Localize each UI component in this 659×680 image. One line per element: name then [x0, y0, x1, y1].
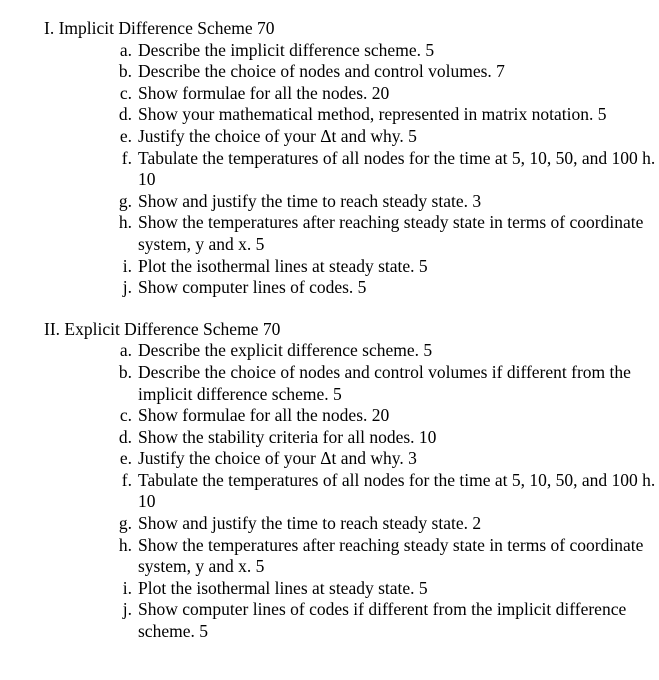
item-text: Describe the choice of nodes and control volumes if different from the implicit difference scheme. 5 [138, 361, 631, 404]
list-item [44, 212, 658, 255]
item-text: Show and justify the time to reach steady state. 3 [138, 190, 482, 211]
list-item [44, 148, 658, 191]
item-text: Show formulae for all the nodes. 20 [138, 405, 390, 426]
item-text: Describe the explicit difference scheme. 5 [138, 340, 433, 361]
item-text: Show the stability criteria for all nodes. 10 [138, 426, 437, 447]
item-marker: g. [118, 513, 132, 534]
item-text: Show your mathematical method, represented in matrix notation. 5 [138, 104, 607, 125]
list-item [44, 405, 658, 427]
list-item [44, 599, 658, 642]
list-item [44, 340, 658, 362]
item-text: Show the temperatures after reaching steady state in terms of coordinate system, y and x. 5 [138, 534, 644, 577]
section-explicit [44, 319, 659, 643]
section-implicit [44, 18, 659, 299]
section-title: II. Explicit Difference Scheme 70 [44, 318, 281, 339]
list-item [44, 535, 658, 578]
item-text: Show computer lines of codes if different from the implicit difference scheme. 5 [138, 599, 627, 642]
item-marker: e. [119, 448, 132, 469]
item-text: Justify the choice of your Δt and why. 5 [138, 125, 417, 146]
item-list [44, 340, 659, 642]
list-item [44, 470, 658, 513]
item-text: Describe the implicit difference scheme. 5 [138, 39, 435, 60]
list-item [44, 61, 658, 83]
item-text: Tabulate the temperatures of all nodes for the time at 5, 10, 50, and 100 h. 10 [138, 147, 656, 190]
item-text: Justify the choice of your Δt and why. 3 [138, 448, 417, 469]
list-item [44, 104, 658, 126]
item-marker: b. [118, 61, 132, 82]
list-item [44, 362, 658, 405]
item-marker: a. [119, 39, 132, 60]
item-list [44, 40, 659, 299]
item-text: Plot the isothermal lines at steady state. 5 [138, 577, 428, 598]
item-marker: j. [122, 277, 132, 298]
list-item [44, 277, 658, 299]
item-marker: f. [121, 147, 132, 168]
list-item [44, 578, 658, 600]
item-text: Plot the isothermal lines at steady state. 5 [138, 255, 428, 276]
item-text: Tabulate the temperatures of all nodes for the time at 5, 10, 50, and 100 h. 10 [138, 469, 656, 512]
list-item [44, 256, 658, 278]
item-text: Show computer lines of codes. 5 [138, 277, 367, 298]
item-marker: h. [118, 534, 132, 555]
item-marker: j. [122, 599, 132, 620]
list-item [44, 513, 658, 535]
item-marker: d. [118, 104, 132, 125]
list-item [44, 191, 658, 213]
item-marker: h. [118, 212, 132, 233]
item-marker: e. [119, 125, 132, 146]
list-item [44, 40, 658, 62]
section-title: I. Implicit Difference Scheme 70 [44, 18, 275, 38]
list-item [44, 448, 658, 470]
item-marker: d. [118, 426, 132, 447]
item-marker: i. [122, 577, 132, 598]
item-marker: a. [119, 340, 132, 361]
item-text: Show the temperatures after reaching steady state in terms of coordinate system, y and x. 5 [138, 212, 644, 254]
item-marker: f. [121, 469, 132, 490]
list-item [44, 427, 658, 449]
item-text: Show formulae for all the nodes. 20 [138, 82, 390, 103]
item-text: Show and justify the time to reach steady state. 2 [138, 513, 482, 534]
item-marker: c. [119, 405, 132, 426]
list-item [44, 83, 658, 105]
list-item [44, 126, 658, 148]
item-text: Describe the choice of nodes and control volumes. 7 [138, 61, 505, 82]
item-marker: b. [118, 361, 132, 382]
item-marker: g. [118, 190, 132, 211]
item-marker: c. [119, 82, 132, 103]
item-marker: i. [122, 255, 132, 276]
